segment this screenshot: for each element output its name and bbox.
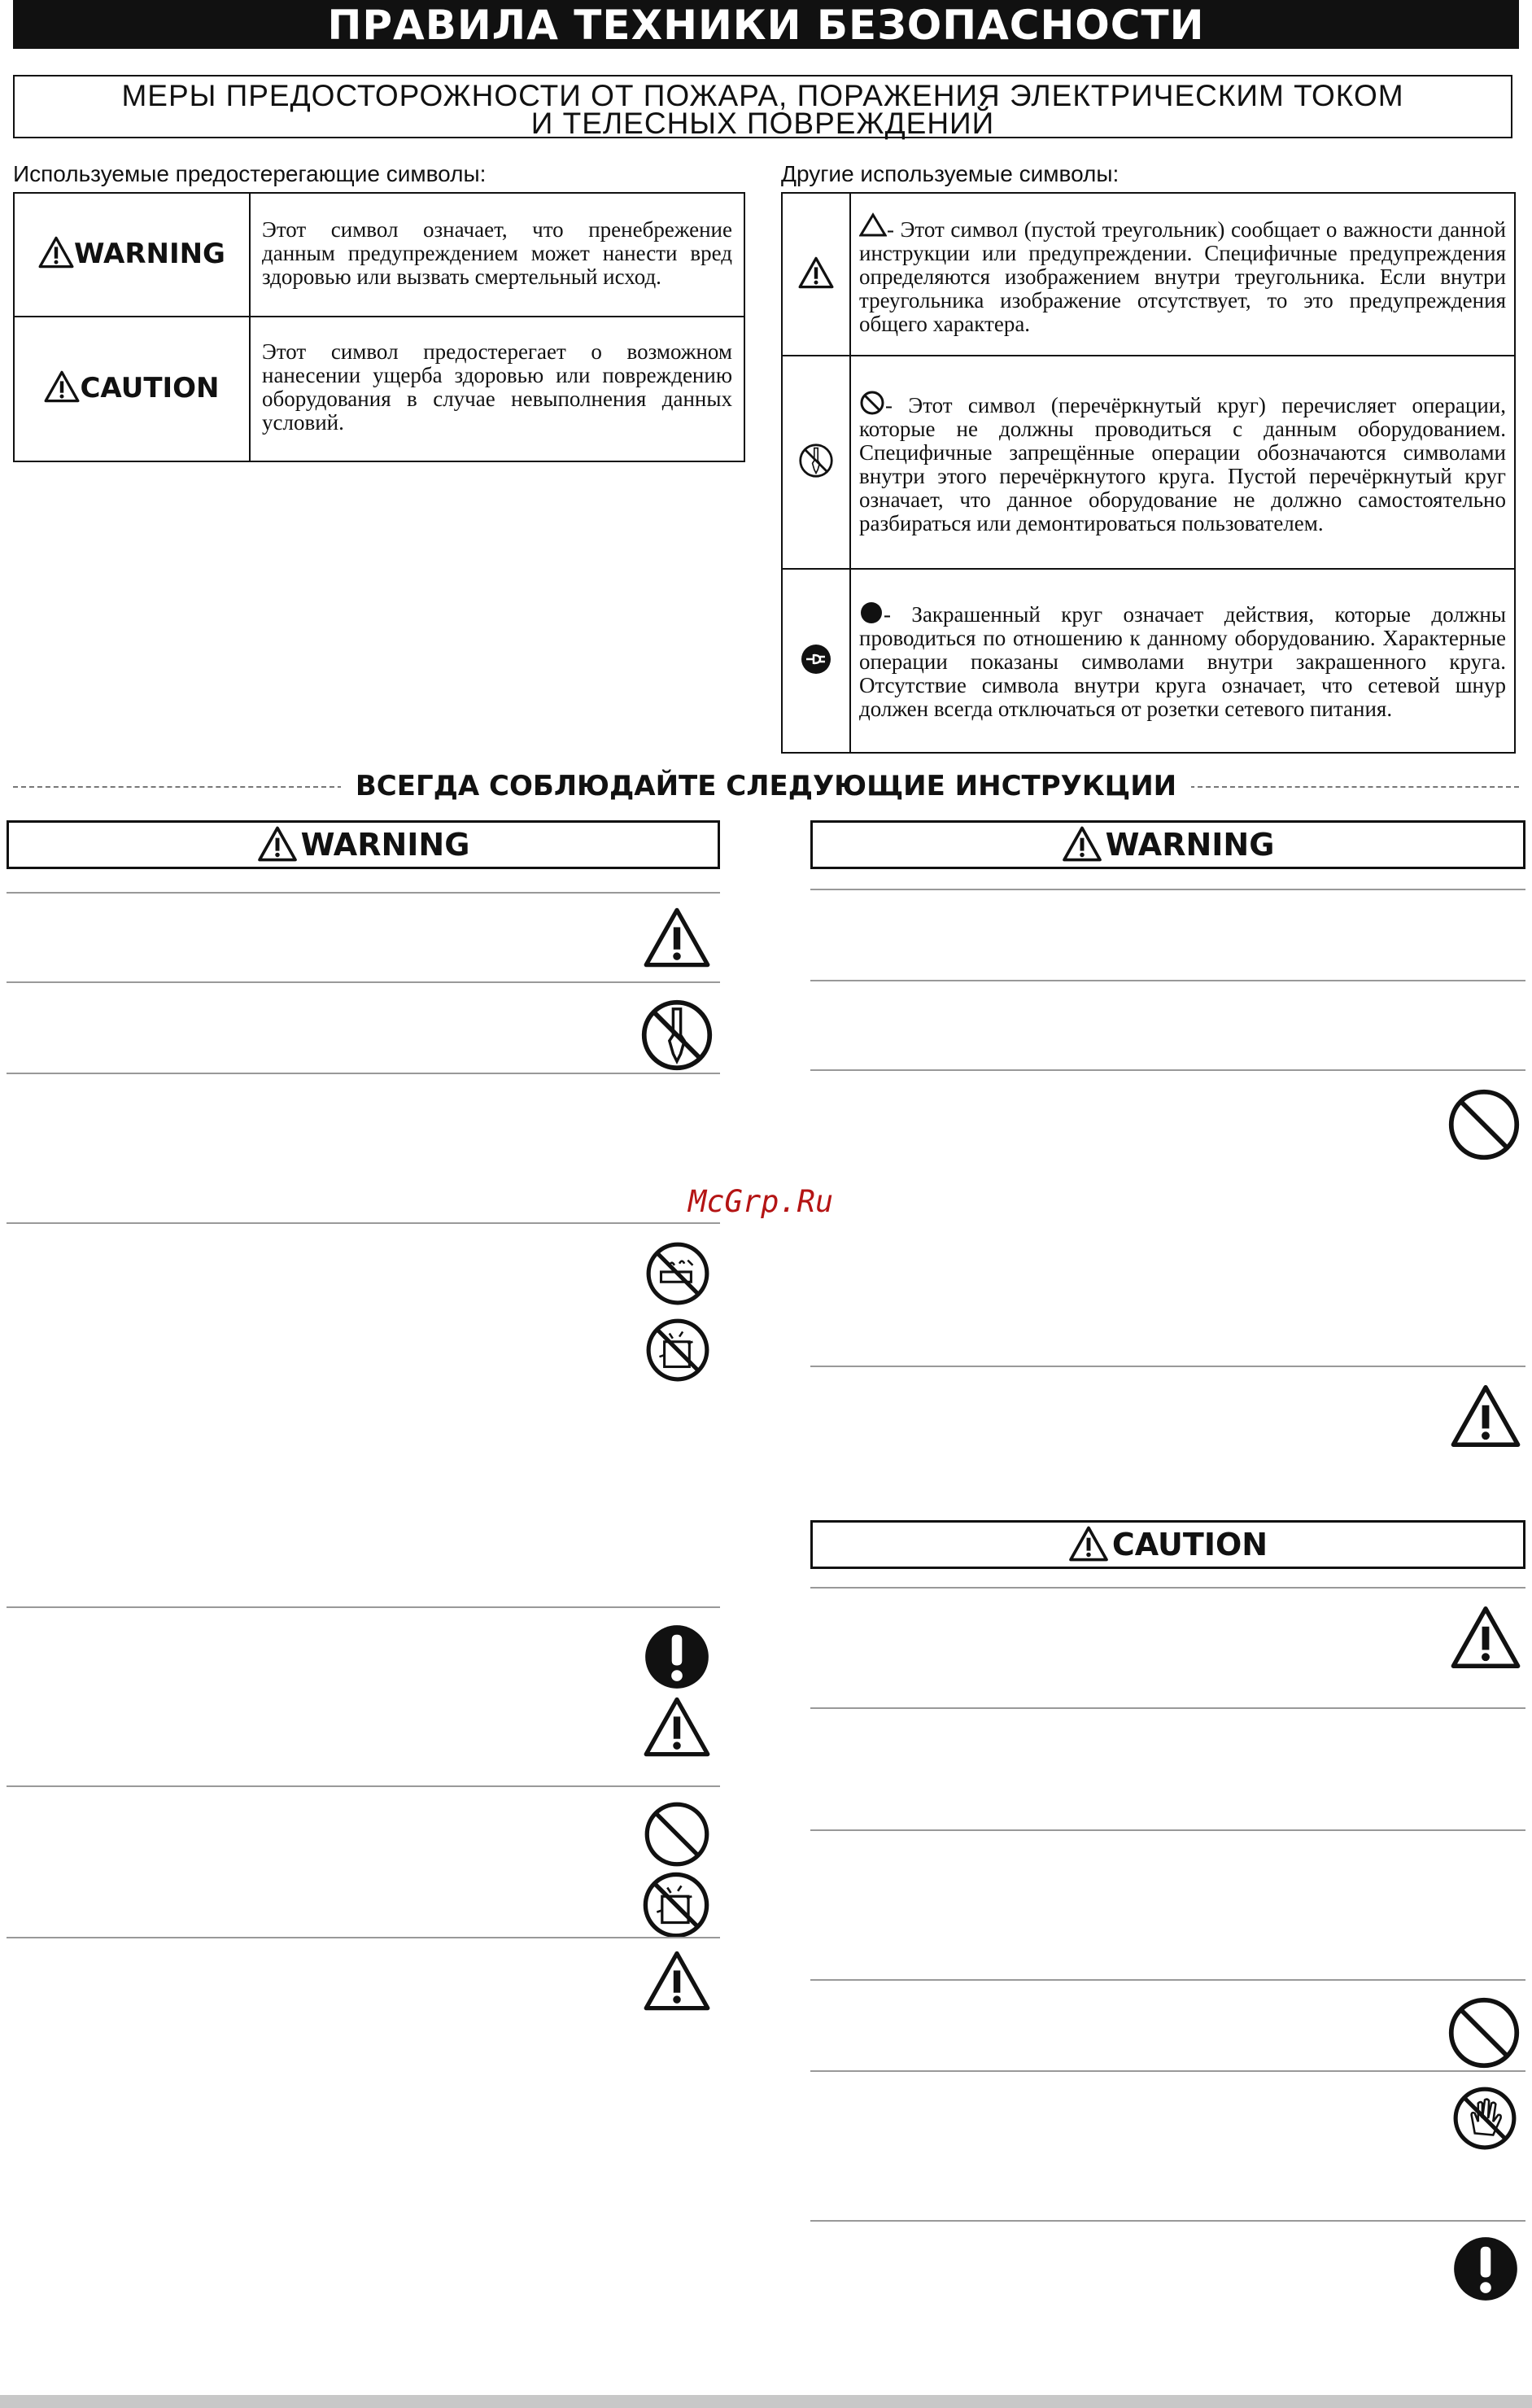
- caution-triangle-icon: [44, 370, 80, 403]
- filled-circle-icon-cell: [782, 569, 850, 753]
- divider: [810, 1366, 1525, 1367]
- warning-symbols-label: Используемые предостерегающие символы:: [13, 161, 487, 186]
- filled-circle-description-cell: [850, 569, 1515, 753]
- divider: [7, 1937, 720, 1938]
- no-liquid-icon: [644, 1317, 711, 1383]
- page-title: ПРАВИЛА ТЕХНИКИ БЕЗОПАСНОСТИ: [13, 0, 1519, 49]
- no-disassembly-icon: [639, 998, 714, 1073]
- mandatory-action-icon: [643, 1623, 711, 1691]
- watermark-text: McGrp.Ru: [688, 1184, 834, 1219]
- always-heading-row: [13, 765, 1519, 807]
- subtitle-line-1: МЕРЫ ПРЕДОСТОРОЖНОСТИ ОТ ПОЖАРА, ПОРАЖЕНИЯ ЭЛЕКТРИЧЕСКИМ ТОКОМ: [121, 79, 1404, 112]
- caution-triangle-icon: [1450, 1605, 1521, 1670]
- left-warning-header: [7, 820, 720, 869]
- filled-circle-icon: [859, 601, 884, 625]
- caution-triangle-icon: [643, 1950, 711, 2012]
- divider: [810, 1979, 1525, 1981]
- divider: [810, 1069, 1525, 1071]
- divider: [7, 1606, 720, 1608]
- divider: [810, 889, 1525, 890]
- divider: [810, 1829, 1525, 1831]
- always-heading: ВСЕГДА СОБЛЮДАЙТЕ СЛЕДУЮЩИЕ ИНСТРУКЦИИ: [341, 770, 1191, 802]
- warning-triangle-icon: [38, 236, 74, 269]
- triangle-description: - Этот символ (пустой треугольник) сообщает о важности данной инструкции или предупреждении. Специфичные предупреждения определяются изображением внутри треугольника. Если внутри треугольника изображение отсутствует, то это предупреждения общего характера.: [859, 217, 1506, 336]
- prohibited-icon: [1447, 1995, 1521, 2070]
- other-symbol-row: [782, 356, 1515, 569]
- caution-triangle-icon: [643, 907, 711, 968]
- mandatory-action-icon: [1451, 2235, 1520, 2303]
- right-warning-label: WARNING: [1105, 827, 1275, 863]
- caution-header-label: CAUTION: [1111, 1527, 1268, 1562]
- always-heading-wrap: [13, 765, 1519, 807]
- other-symbols-label: Другие используемые символы:: [781, 161, 1120, 186]
- caution-triangle-icon: [643, 1696, 711, 1758]
- divider: [810, 2220, 1525, 2222]
- divider: [7, 1222, 720, 1224]
- divider: [810, 980, 1525, 981]
- triangle-description-cell: [850, 193, 1515, 356]
- page-subtitle: [13, 75, 1512, 138]
- warning-label-cell: [14, 193, 250, 317]
- no-moisture-icon: [644, 1240, 711, 1307]
- caution-triangle-icon: [1068, 1526, 1109, 1562]
- triangle-icon-cell: [782, 193, 850, 356]
- left-warning-label: WARNING: [300, 827, 470, 863]
- divider: [810, 2070, 1525, 2072]
- prohibition-description: - Этот символ (перечёркнутый круг) перечисляет операции, которые не должны проводиться с данным оборудованием. Специфичные запрещённые операции обозначаются символами внутри этого перечёркнутого круга. Пустой перечёркнутый круг означает, что данное оборудование не должно самостоятельно разбираться или демонтироваться пользователем.: [859, 392, 1506, 535]
- prohibited-icon: [1447, 1087, 1521, 1162]
- unplug-icon: [800, 643, 832, 675]
- other-symbol-row: [782, 569, 1515, 753]
- divider: [7, 1785, 720, 1787]
- prohibition-icon-cell: [782, 356, 850, 569]
- warning-symbol-row: [14, 193, 744, 317]
- outline-triangle-icon: [859, 212, 887, 237]
- warning-label: WARNING: [74, 238, 225, 271]
- filled-circle-description: - Закрашенный круг означает действия, которые должны проводиться по отношению к данному оборудованию. Характерные операции показаны символами внутри закрашенного круга. Отсутствие символа внутри круга означает, что сетевой шнур должен всегда отключаться от розетки сетевого питания.: [859, 602, 1506, 721]
- warning-triangle-icon: [1062, 826, 1102, 862]
- triangle-icon: [798, 256, 834, 289]
- divider: [810, 1707, 1525, 1709]
- no-liquid-icon: [641, 1870, 711, 1940]
- no-touch-hand-icon: [1451, 2085, 1518, 2152]
- caution-header: [810, 1520, 1525, 1569]
- footer-bar: [0, 2395, 1532, 2408]
- crossed-circle-icon: [859, 390, 885, 416]
- divider: [7, 1073, 720, 1074]
- prohibited-icon: [643, 1800, 711, 1868]
- warning-description: Этот символ означает, что пренебрежение данным предупреждением может нанести вред здоровью или вызвать смертельный исход.: [250, 193, 744, 317]
- divider: [7, 981, 720, 983]
- caution-label: CAUTION: [80, 372, 220, 405]
- caution-label-cell: [14, 317, 250, 461]
- divider: [7, 892, 720, 894]
- subtitle-line-2: И ТЕЛЕСНЫХ ПОВРЕЖДЕНИЙ: [530, 107, 995, 140]
- right-warning-header: [810, 820, 1525, 869]
- prohibition-circle-icon: [798, 443, 834, 479]
- divider: [810, 1587, 1525, 1589]
- warning-symbols-table: [13, 192, 745, 462]
- caution-triangle-icon: [1450, 1383, 1521, 1449]
- caution-symbol-row: [14, 317, 744, 461]
- prohibition-description-cell: [850, 356, 1515, 569]
- other-symbols-table: [781, 192, 1516, 754]
- warning-triangle-icon: [257, 826, 298, 862]
- caution-description: Этот символ предостерегает о возможном нанесении ущерба здоровью или повреждению оборудования в случае невыполнения данных условий.: [250, 317, 744, 461]
- other-symbol-row: [782, 193, 1515, 356]
